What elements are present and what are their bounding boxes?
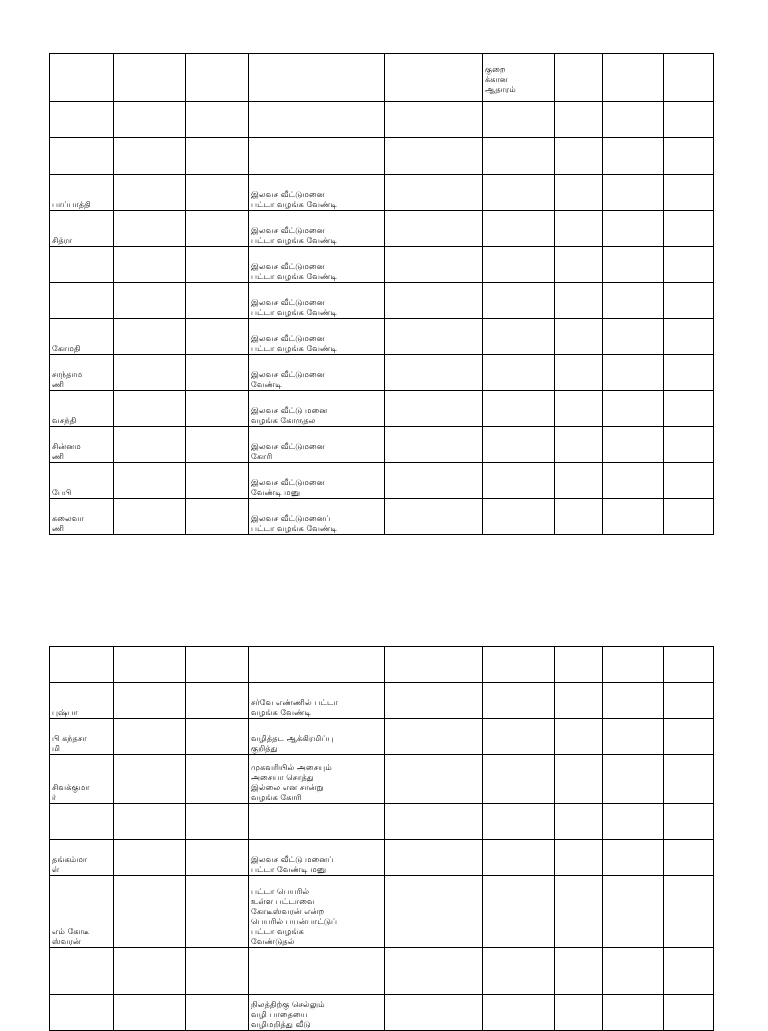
empty-cell (385, 499, 483, 535)
empty-cell (483, 319, 555, 355)
petitioner-name-cell: பாப்பாத்தி (50, 175, 114, 211)
table-row (50, 683, 714, 719)
empty-cell (664, 647, 714, 683)
empty-cell (186, 804, 249, 840)
empty-cell (114, 948, 186, 995)
empty-cell (186, 319, 249, 355)
empty-cell (114, 755, 186, 804)
request-cell: இலவச வீட்டு மனைப் பட்டா வேண்டி மனு (249, 840, 385, 876)
table-row (50, 319, 714, 355)
empty-cell (186, 719, 249, 755)
empty-cell (483, 876, 555, 948)
empty-cell (114, 283, 186, 319)
petitioner-name-cell: பேபி (50, 463, 114, 499)
empty-cell (483, 463, 555, 499)
empty-cell (483, 211, 555, 247)
empty-cell (664, 138, 714, 175)
empty-cell (664, 463, 714, 499)
request-cell: இலவச வீட்டுமனை வேண்டி மனு (249, 463, 385, 499)
empty-cell (664, 499, 714, 535)
request-cell: வழித்தட ஆக்கிரமிப்பு குறித்து (249, 719, 385, 755)
empty-cell (603, 804, 664, 840)
empty-cell (664, 283, 714, 319)
empty-cell (186, 948, 249, 995)
petitioner-name-cell (50, 948, 114, 995)
empty-cell (555, 102, 603, 138)
empty-cell (603, 719, 664, 755)
empty-cell (603, 995, 664, 1031)
table-row (50, 948, 714, 995)
empty-cell (186, 683, 249, 719)
empty-cell (603, 319, 664, 355)
header-cell (603, 54, 664, 102)
table-row (50, 355, 714, 391)
empty-cell (385, 427, 483, 463)
petitioner-name-cell: சித்ரா (50, 211, 114, 247)
empty-cell (603, 755, 664, 804)
empty-cell (483, 427, 555, 463)
petitioner-name-cell: தங்கம்மா ள் (50, 840, 114, 876)
petitioner-name-cell: கோமதி (50, 319, 114, 355)
empty-cell (186, 211, 249, 247)
empty-cell (664, 719, 714, 755)
petitioner-name-cell: சிவக்குமா ர் (50, 755, 114, 804)
empty-cell (664, 948, 714, 995)
empty-cell (385, 876, 483, 948)
empty-cell (385, 719, 483, 755)
empty-cell (385, 463, 483, 499)
empty-cell (483, 840, 555, 876)
empty-cell (483, 948, 555, 995)
table-row (50, 427, 714, 463)
empty-cell (186, 463, 249, 499)
empty-cell (555, 683, 603, 719)
header-cell-basis: குறை க்கான ஆதாரம் (483, 54, 555, 102)
empty-cell (483, 247, 555, 283)
empty-cell (385, 175, 483, 211)
empty-cell (385, 211, 483, 247)
empty-cell (483, 138, 555, 175)
empty-cell (603, 175, 664, 211)
table-row (50, 247, 714, 283)
empty-cell (186, 427, 249, 463)
empty-cell (483, 683, 555, 719)
empty-cell (186, 283, 249, 319)
petitioner-name-cell (50, 102, 114, 138)
petitioner-name-cell (50, 995, 114, 1031)
petitioner-name-cell: பி கந்தசா மி (50, 719, 114, 755)
empty-cell (483, 755, 555, 804)
empty-cell (114, 804, 186, 840)
header-cell (385, 54, 483, 102)
table-row (50, 719, 714, 755)
empty-cell (555, 755, 603, 804)
empty-cell (114, 102, 186, 138)
empty-cell (555, 876, 603, 948)
request-cell: இலவச வீட்டுமனை பட்டா வழங்க வேண்டி (249, 247, 385, 283)
empty-cell (664, 683, 714, 719)
empty-cell (603, 247, 664, 283)
empty-cell (664, 427, 714, 463)
empty-cell (114, 647, 186, 683)
empty-cell (483, 995, 555, 1031)
empty-cell (385, 319, 483, 355)
empty-cell (385, 391, 483, 427)
table-row (50, 647, 714, 683)
petitioner-name-cell: வசந்தி (50, 391, 114, 427)
empty-cell (555, 840, 603, 876)
empty-cell (385, 948, 483, 995)
empty-cell (664, 247, 714, 283)
petitioner-name-cell (50, 647, 114, 683)
empty-cell (385, 647, 483, 683)
request-cell (249, 948, 385, 995)
request-cell (249, 102, 385, 138)
empty-cell (603, 647, 664, 683)
empty-cell (603, 355, 664, 391)
empty-cell (483, 499, 555, 535)
table-row (50, 499, 714, 535)
empty-cell (664, 102, 714, 138)
empty-cell (555, 463, 603, 499)
empty-cell (114, 319, 186, 355)
empty-cell (603, 138, 664, 175)
empty-cell (114, 355, 186, 391)
empty-cell (483, 647, 555, 683)
empty-cell (555, 427, 603, 463)
table-row (50, 175, 714, 211)
table-row (50, 211, 714, 247)
empty-cell (114, 683, 186, 719)
empty-cell (603, 683, 664, 719)
empty-cell (483, 391, 555, 427)
empty-cell (555, 138, 603, 175)
empty-cell (664, 211, 714, 247)
request-cell: இலவச வீட்டுமனை பட்டா வழங்க வேண்டி (249, 211, 385, 247)
table-row (50, 804, 714, 840)
request-cell (249, 138, 385, 175)
request-cell: இலவச வீட்டு மனை வழங்க கோருதல (249, 391, 385, 427)
empty-cell (603, 211, 664, 247)
empty-cell (114, 995, 186, 1031)
table-row (50, 283, 714, 319)
table-row (50, 463, 714, 499)
header-cell (249, 54, 385, 102)
empty-cell (186, 647, 249, 683)
table-row (50, 755, 714, 804)
header-cell (186, 54, 249, 102)
request-cell: நிலத்திற்கு செல்லும் வழி பாதையை வழிமறித்து வீடு (249, 995, 385, 1031)
petitioner-name-cell: சின்னம ணி (50, 427, 114, 463)
empty-cell (555, 948, 603, 995)
empty-cell (483, 175, 555, 211)
request-cell: இலவச வீட்டுமனை கோரி (249, 427, 385, 463)
empty-cell (664, 319, 714, 355)
empty-cell (555, 719, 603, 755)
table-row (50, 391, 714, 427)
empty-cell (186, 499, 249, 535)
empty-cell (664, 876, 714, 948)
empty-cell (483, 355, 555, 391)
petitioner-name-cell: கலைவா ணி (50, 499, 114, 535)
header-cell (50, 54, 114, 102)
empty-cell (603, 102, 664, 138)
empty-cell (555, 995, 603, 1031)
empty-cell (186, 102, 249, 138)
request-cell: இலவச வீட்டுமனை வேண்டி (249, 355, 385, 391)
request-cell (249, 804, 385, 840)
empty-cell (385, 683, 483, 719)
empty-cell (114, 499, 186, 535)
header-cell (114, 54, 186, 102)
empty-cell (664, 755, 714, 804)
petitioner-name-cell (50, 804, 114, 840)
empty-cell (555, 283, 603, 319)
petitioner-name-cell: எம் கோடீ ஸ்வரன் (50, 876, 114, 948)
empty-cell (186, 247, 249, 283)
petitioner-name-cell (50, 138, 114, 175)
empty-cell (186, 755, 249, 804)
empty-cell (603, 876, 664, 948)
empty-cell (555, 391, 603, 427)
empty-cell (555, 247, 603, 283)
petition-table-2 (49, 646, 714, 1031)
empty-cell (664, 355, 714, 391)
empty-cell (385, 840, 483, 876)
empty-cell (114, 211, 186, 247)
empty-cell (385, 995, 483, 1031)
empty-cell (114, 876, 186, 948)
empty-cell (483, 102, 555, 138)
empty-cell (385, 247, 483, 283)
table-row (50, 840, 714, 876)
empty-cell (555, 175, 603, 211)
request-cell: இலவச வீட்டுமனை பட்டா வழங்க வேண்டி (249, 319, 385, 355)
petitioner-name-cell (50, 247, 114, 283)
empty-cell (385, 755, 483, 804)
empty-cell (385, 283, 483, 319)
empty-cell (483, 804, 555, 840)
request-cell: பட்டா பெயரில் உள்ள பட்டாவை கோடீஸ்வரன் என்ற பெயரில் பயன்பாட்டுப் பட்டா வழங்க வேண்டுதல் (249, 876, 385, 948)
empty-cell (555, 211, 603, 247)
petition-table-1 (49, 53, 714, 535)
request-cell: இலவச வீட்டுமனை பட்டா வழங்க வேண்டி (249, 283, 385, 319)
empty-cell (603, 948, 664, 995)
empty-cell (186, 391, 249, 427)
empty-cell (603, 391, 664, 427)
petitioner-name-cell: சாந்தாம ணி (50, 355, 114, 391)
empty-cell (186, 840, 249, 876)
empty-cell (664, 391, 714, 427)
empty-cell (186, 175, 249, 211)
empty-cell (603, 427, 664, 463)
empty-cell (555, 319, 603, 355)
header-cell (664, 54, 714, 102)
empty-cell (483, 283, 555, 319)
empty-cell (603, 283, 664, 319)
table-row (50, 102, 714, 138)
empty-cell (603, 463, 664, 499)
header-cell (555, 54, 603, 102)
empty-cell (186, 995, 249, 1031)
empty-cell (385, 355, 483, 391)
table-row (50, 138, 714, 175)
empty-cell (664, 995, 714, 1031)
petitioner-name-cell (50, 283, 114, 319)
request-cell: சர்வே எண்ணில் பட்டா வழங்க வேண்டி (249, 683, 385, 719)
empty-cell (186, 138, 249, 175)
empty-cell (114, 427, 186, 463)
empty-cell (114, 391, 186, 427)
table-row (50, 876, 714, 948)
empty-cell (603, 840, 664, 876)
empty-cell (114, 463, 186, 499)
table-row (50, 995, 714, 1031)
empty-cell (555, 499, 603, 535)
empty-cell (114, 138, 186, 175)
empty-cell (385, 804, 483, 840)
empty-cell (114, 840, 186, 876)
empty-cell (114, 719, 186, 755)
empty-cell (664, 175, 714, 211)
empty-cell (483, 719, 555, 755)
empty-cell (385, 102, 483, 138)
empty-cell (186, 876, 249, 948)
empty-cell (555, 804, 603, 840)
empty-cell (664, 840, 714, 876)
request-cell: இலவச வீட்டுமனைப் பட்டா வழங்க வேண்டி (249, 499, 385, 535)
empty-cell (385, 138, 483, 175)
table-header-row (50, 54, 714, 102)
empty-cell (114, 247, 186, 283)
empty-cell (664, 804, 714, 840)
petitioner-name-cell: புஷ்பா (50, 683, 114, 719)
empty-cell (555, 355, 603, 391)
empty-cell (186, 355, 249, 391)
request-cell: முகவரியில் அசையும் அசையா சொத்து இல்லை என சான்று வழங்க கோரி (249, 755, 385, 804)
request-cell: இலவச வீட்டுமனை பட்டா வழங்க வேண்டி (249, 175, 385, 211)
request-cell (249, 647, 385, 683)
empty-cell (555, 647, 603, 683)
empty-cell (603, 499, 664, 535)
empty-cell (114, 175, 186, 211)
